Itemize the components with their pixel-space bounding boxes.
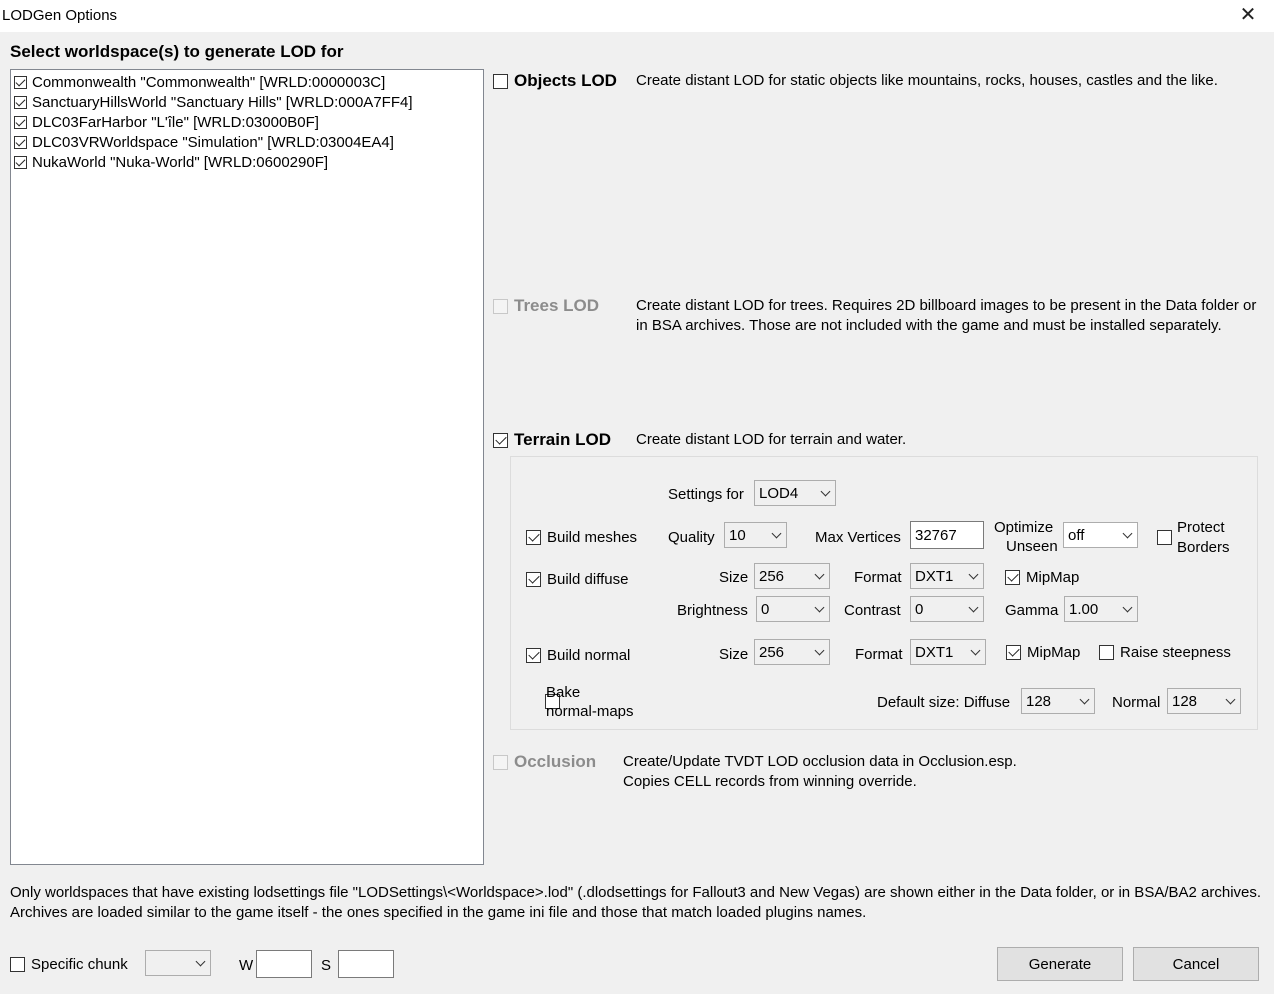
normal-size-value: 256 [759, 643, 785, 661]
build-diffuse-toggle[interactable] [526, 571, 628, 588]
info-text-1: Only worldspaces that have existing lodsettings file "LODSettings\<Worldspace>.lod" (.dlodsettings for Fallout3 and New Vegas) are shown either in the Data folder, or in BSA/BA2 archives. [10, 884, 1262, 901]
cancel-button[interactable]: Cancel [1133, 947, 1259, 981]
bake-normal-maps-label-1: Bake [546, 684, 581, 701]
worldspace-checkbox[interactable] [14, 156, 27, 169]
optimize-unseen-value: off [1068, 526, 1085, 544]
quality-value: 10 [729, 526, 746, 544]
contrast-label: Contrast [844, 602, 901, 619]
terrain-settings-group [510, 456, 1258, 730]
max-vertices-input[interactable]: 32767 [910, 521, 984, 549]
chevron-down-icon [969, 602, 979, 612]
w-input[interactable] [256, 950, 312, 978]
generate-button[interactable]: Generate [997, 947, 1123, 981]
terrain-lod-checkbox[interactable] [493, 433, 508, 448]
specific-chunk-label: Specific chunk [31, 956, 128, 973]
diffuse-mipmap-label: MipMap [1026, 569, 1080, 586]
raise-steepness-label: Raise steepness [1120, 644, 1231, 661]
normal-format-value: DXT1 [915, 643, 954, 661]
diffuse-format-select[interactable] [910, 563, 984, 589]
specific-chunk-toggle[interactable] [10, 956, 128, 973]
normal-format-select[interactable] [910, 639, 986, 665]
max-vertices-label: Max Vertices [815, 529, 901, 546]
protect-borders-label-2: Borders [1177, 539, 1230, 556]
bake-normal-maps-label-2: normal-maps [546, 703, 634, 720]
default-diffuse-select[interactable] [1021, 688, 1095, 714]
objects-lod-checkbox[interactable] [493, 74, 508, 89]
optimize-unseen-label-1: Optimize [994, 519, 1054, 536]
gamma-value: 1.00 [1069, 600, 1099, 618]
optimize-unseen-label-2: Unseen [1006, 538, 1058, 555]
objects-lod-description: Create distant LOD for static objects like mountains, rocks, houses, castles and the like. [636, 72, 1218, 89]
worldspace-item[interactable] [14, 152, 328, 172]
occlusion-description-2: Copies CELL records from winning override. [623, 773, 917, 790]
specific-chunk-checkbox[interactable] [10, 957, 25, 972]
worldspace-list[interactable] [10, 69, 484, 865]
chevron-down-icon [1123, 528, 1133, 538]
default-size-normal-label: Normal [1112, 694, 1161, 711]
chevron-down-icon [1123, 602, 1133, 612]
settings-for-label: Settings for [668, 486, 744, 503]
occlusion-checkbox [493, 755, 508, 770]
chevron-down-icon [815, 602, 825, 612]
specific-chunk-select[interactable] [145, 950, 211, 976]
chevron-down-icon [815, 645, 825, 655]
brightness-select[interactable] [756, 596, 830, 622]
terrain-lod-toggle[interactable] [493, 430, 611, 450]
title-bar [0, 0, 1274, 32]
default-normal-value: 128 [1172, 692, 1198, 710]
build-meshes-label: Build meshes [547, 529, 638, 546]
build-meshes-toggle[interactable] [526, 529, 637, 546]
chevron-down-icon [196, 956, 206, 966]
window-title: LODGen Options [2, 7, 118, 24]
optimize-unseen-select[interactable] [1063, 522, 1138, 548]
worldspace-checkbox[interactable] [14, 136, 27, 149]
worldspace-checkbox[interactable] [14, 96, 27, 109]
diffuse-size-label: Size [719, 569, 749, 586]
diffuse-mipmap-toggle[interactable] [1005, 569, 1079, 586]
build-meshes-checkbox[interactable] [526, 530, 541, 545]
brightness-label: Brightness [677, 602, 748, 619]
build-normal-label: Build normal [547, 647, 631, 664]
settings-for-value: LOD4 [759, 484, 799, 502]
worldspace-item[interactable] [14, 112, 319, 132]
chevron-down-icon [969, 569, 979, 579]
occlusion-description-1: Create/Update TVDT LOD occlusion data in Occlusion.esp. [623, 753, 1017, 770]
worldspace-checkbox[interactable] [14, 76, 27, 89]
info-text-2: Archives are loaded similar to the game itself - the ones specified in the game ini file and those that match loaded plugins names. [10, 904, 867, 921]
normal-size-label: Size [719, 646, 749, 663]
s-input[interactable] [338, 950, 394, 978]
diffuse-format-value: DXT1 [915, 567, 954, 585]
occlusion-toggle [493, 752, 596, 772]
normal-mipmap-checkbox[interactable] [1006, 645, 1021, 660]
chevron-down-icon [815, 569, 825, 579]
diffuse-mipmap-checkbox[interactable] [1005, 570, 1020, 585]
brightness-value: 0 [761, 600, 770, 618]
worldspace-label: NukaWorld "Nuka-World" [WRLD:0600290F] [32, 153, 329, 171]
contrast-select[interactable] [910, 596, 984, 622]
worldspace-item[interactable] [14, 72, 385, 92]
build-diffuse-checkbox[interactable] [526, 572, 541, 587]
trees-lod-checkbox [493, 299, 508, 314]
s-label: S [321, 957, 332, 974]
normal-mipmap-toggle[interactable] [1006, 644, 1080, 661]
terrain-lod-label: Terrain LOD [514, 430, 611, 449]
diffuse-format-label: Format [854, 569, 902, 586]
worldspace-checkbox[interactable] [14, 116, 27, 129]
trees-lod-label: Trees LOD [514, 296, 600, 315]
contrast-value: 0 [915, 600, 924, 618]
w-label: W [239, 957, 254, 974]
objects-lod-toggle[interactable] [493, 71, 617, 91]
build-normal-toggle[interactable] [526, 647, 630, 664]
diffuse-size-value: 256 [759, 567, 785, 585]
quality-label: Quality [668, 529, 715, 546]
normal-mipmap-label: MipMap [1027, 644, 1081, 661]
normal-format-label: Format [855, 646, 903, 663]
worldspace-label: DLC03VRWorldspace "Simulation" [WRLD:03004EA4] [32, 133, 394, 151]
normal-size-select[interactable] [754, 639, 830, 665]
gamma-select[interactable] [1064, 596, 1138, 622]
raise-steepness-checkbox[interactable] [1099, 645, 1114, 660]
terrain-lod-description: Create distant LOD for terrain and water. [636, 431, 907, 448]
quality-select[interactable] [724, 522, 787, 548]
settings-for-select[interactable] [754, 480, 836, 506]
worldspace-label: SanctuaryHillsWorld "Sanctuary Hills" [WRLD:000A7FF4] [32, 93, 413, 111]
close-icon[interactable]: ✕ [1239, 4, 1257, 26]
build-diffuse-label: Build diffuse [547, 571, 629, 588]
worldspace-heading: Select worldspace(s) to generate LOD for [10, 42, 344, 61]
objects-lod-label: Objects LOD [514, 71, 617, 90]
occlusion-label: Occlusion [514, 752, 597, 771]
worldspace-label: DLC03FarHarbor "L'île" [WRLD:03000B0F] [32, 113, 319, 131]
worldspace-item[interactable] [14, 92, 413, 112]
default-size-diffuse-label: Default size: Diffuse [877, 694, 1011, 711]
raise-steepness-toggle[interactable] [1099, 644, 1231, 661]
chevron-down-icon [1080, 694, 1090, 704]
protect-borders-checkbox[interactable] [1157, 530, 1172, 545]
build-normal-checkbox[interactable] [526, 648, 541, 663]
chevron-down-icon [821, 486, 831, 496]
trees-lod-description-1: Create distant LOD for trees. Requires 2D billboard images to be present in the Data folder or [636, 297, 1257, 314]
gamma-label: Gamma [1005, 602, 1059, 619]
default-normal-select[interactable] [1167, 688, 1241, 714]
chevron-down-icon [971, 645, 981, 655]
default-diffuse-value: 128 [1026, 692, 1052, 710]
worldspace-item[interactable] [14, 132, 394, 152]
worldspace-label: Commonwealth "Commonwealth" [WRLD:0000003C] [32, 73, 386, 91]
diffuse-size-select[interactable] [754, 563, 830, 589]
protect-borders-label-1: Protect [1177, 519, 1225, 536]
trees-lod-toggle [493, 296, 599, 316]
trees-lod-description-2: in BSA archives. Those are not included with the game and must be installed separately. [636, 317, 1222, 334]
chevron-down-icon [772, 528, 782, 538]
chevron-down-icon [1226, 694, 1236, 704]
